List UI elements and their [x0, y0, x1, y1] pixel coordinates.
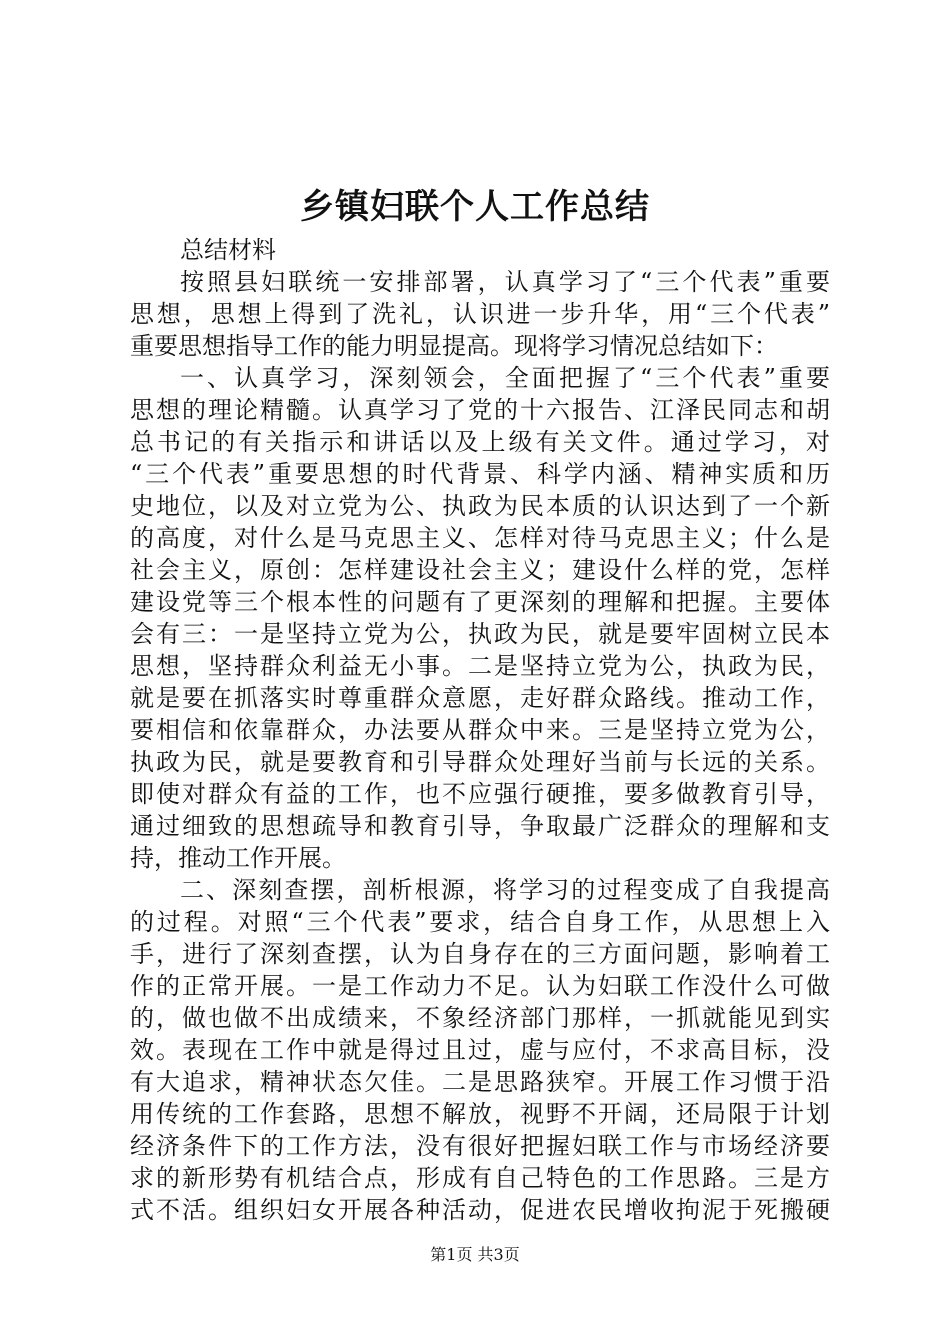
document-title: 乡镇妇联个人工作总结: [300, 187, 650, 227]
body-line: 二、深刻查摆，剖析根源，将学习的过程变成了自我提高: [180, 876, 830, 904]
body-line: 作的正常开展。一是工作动力不足。认为妇联工作没什么可做: [130, 972, 830, 1000]
page-footer: 第1页 共3页: [430, 1245, 520, 1264]
body-line: 的过程。对照“三个代表”要求，结合自身工作，从思想上入: [130, 908, 830, 936]
body-line: 会有三：一是坚持立党为公，执政为民，就是要牢固树立民本: [130, 620, 830, 648]
body-line: 社会主义，原创：怎样建设社会主义；建设什么样的党，怎样: [130, 556, 830, 584]
body-line: 执政为民，就是要教育和引导群众处理好当前与长远的关系。: [130, 748, 830, 776]
body-line: 建设党等三个根本性的问题有了更深刻的理解和把握。主要体: [130, 588, 830, 616]
body-line: 手，进行了深刻查摆，认为自身存在的三方面问题，影响着工: [130, 940, 830, 968]
body-line: 求的新形势有机结合点，形成有自己特色的工作思路。三是方: [130, 1164, 830, 1192]
body-line: 思想，思想上得到了洗礼，认识进一步升华，用“三个代表”: [130, 300, 830, 328]
body-line: “三个代表”重要思想的时代背景、科学内涵、精神实质和历: [130, 460, 830, 488]
body-line: 的，做也做不出成绩来，不象经济部门那样，一抓就能见到实: [130, 1004, 830, 1032]
body-line: 持，推动工作开展。: [130, 844, 346, 872]
body-line: 的高度，对什么是马克思主义、怎样对待马克思主义；什么是: [130, 524, 830, 552]
body-line: 即使对群众有益的工作，也不应强行硬推，要多做教育引导，: [130, 780, 830, 808]
body-line: 经济条件下的工作方法，没有很好把握妇联工作与市场经济要: [130, 1132, 830, 1160]
body-line: 一、认真学习，深刻领会，全面把握了“三个代表”重要: [180, 364, 830, 392]
body-line: 就是要在抓落实时尊重群众意愿，走好群众路线。推动工作，: [130, 684, 830, 712]
document-body: [130, 234, 830, 1226]
body-line: 有大追求，精神状态欠佳。二是思路狭窄。开展工作习惯于沿: [130, 1068, 830, 1096]
body-line: 用传统的工作套路，思想不解放，视野不开阔，还局限于计划: [130, 1100, 830, 1128]
body-line: 思想的理论精髓。认真学习了党的十六报告、江泽民同志和胡: [130, 396, 830, 424]
body-line: 效。表现在工作中就是得过且过，虚与应付，不求高目标，没: [130, 1036, 830, 1064]
body-line: 史地位，以及对立党为公、执政为民本质的认识达到了一个新: [130, 492, 830, 520]
body-line: 重要思想指导工作的能力明显提高。现将学习情况总结如下：: [130, 332, 778, 360]
body-line: 通过细致的思想疏导和教育引导，争取最广泛群众的理解和支: [130, 812, 830, 840]
body-line: 总结材料: [180, 236, 276, 264]
body-line: 总书记的有关指示和讲话以及上级有关文件。通过学习，对: [130, 428, 830, 456]
body-line: 要相信和依靠群众，办法要从群众中来。三是坚持立党为公，: [130, 716, 830, 744]
body-line: 式不活。组织妇女开展各种活动，促进农民增收拘泥于死搬硬: [130, 1196, 830, 1224]
body-line: 思想，坚持群众利益无小事。二是坚持立党为公，执政为民，: [130, 652, 830, 680]
body-line: 按照县妇联统一安排部署，认真学习了“三个代表”重要: [180, 268, 830, 296]
